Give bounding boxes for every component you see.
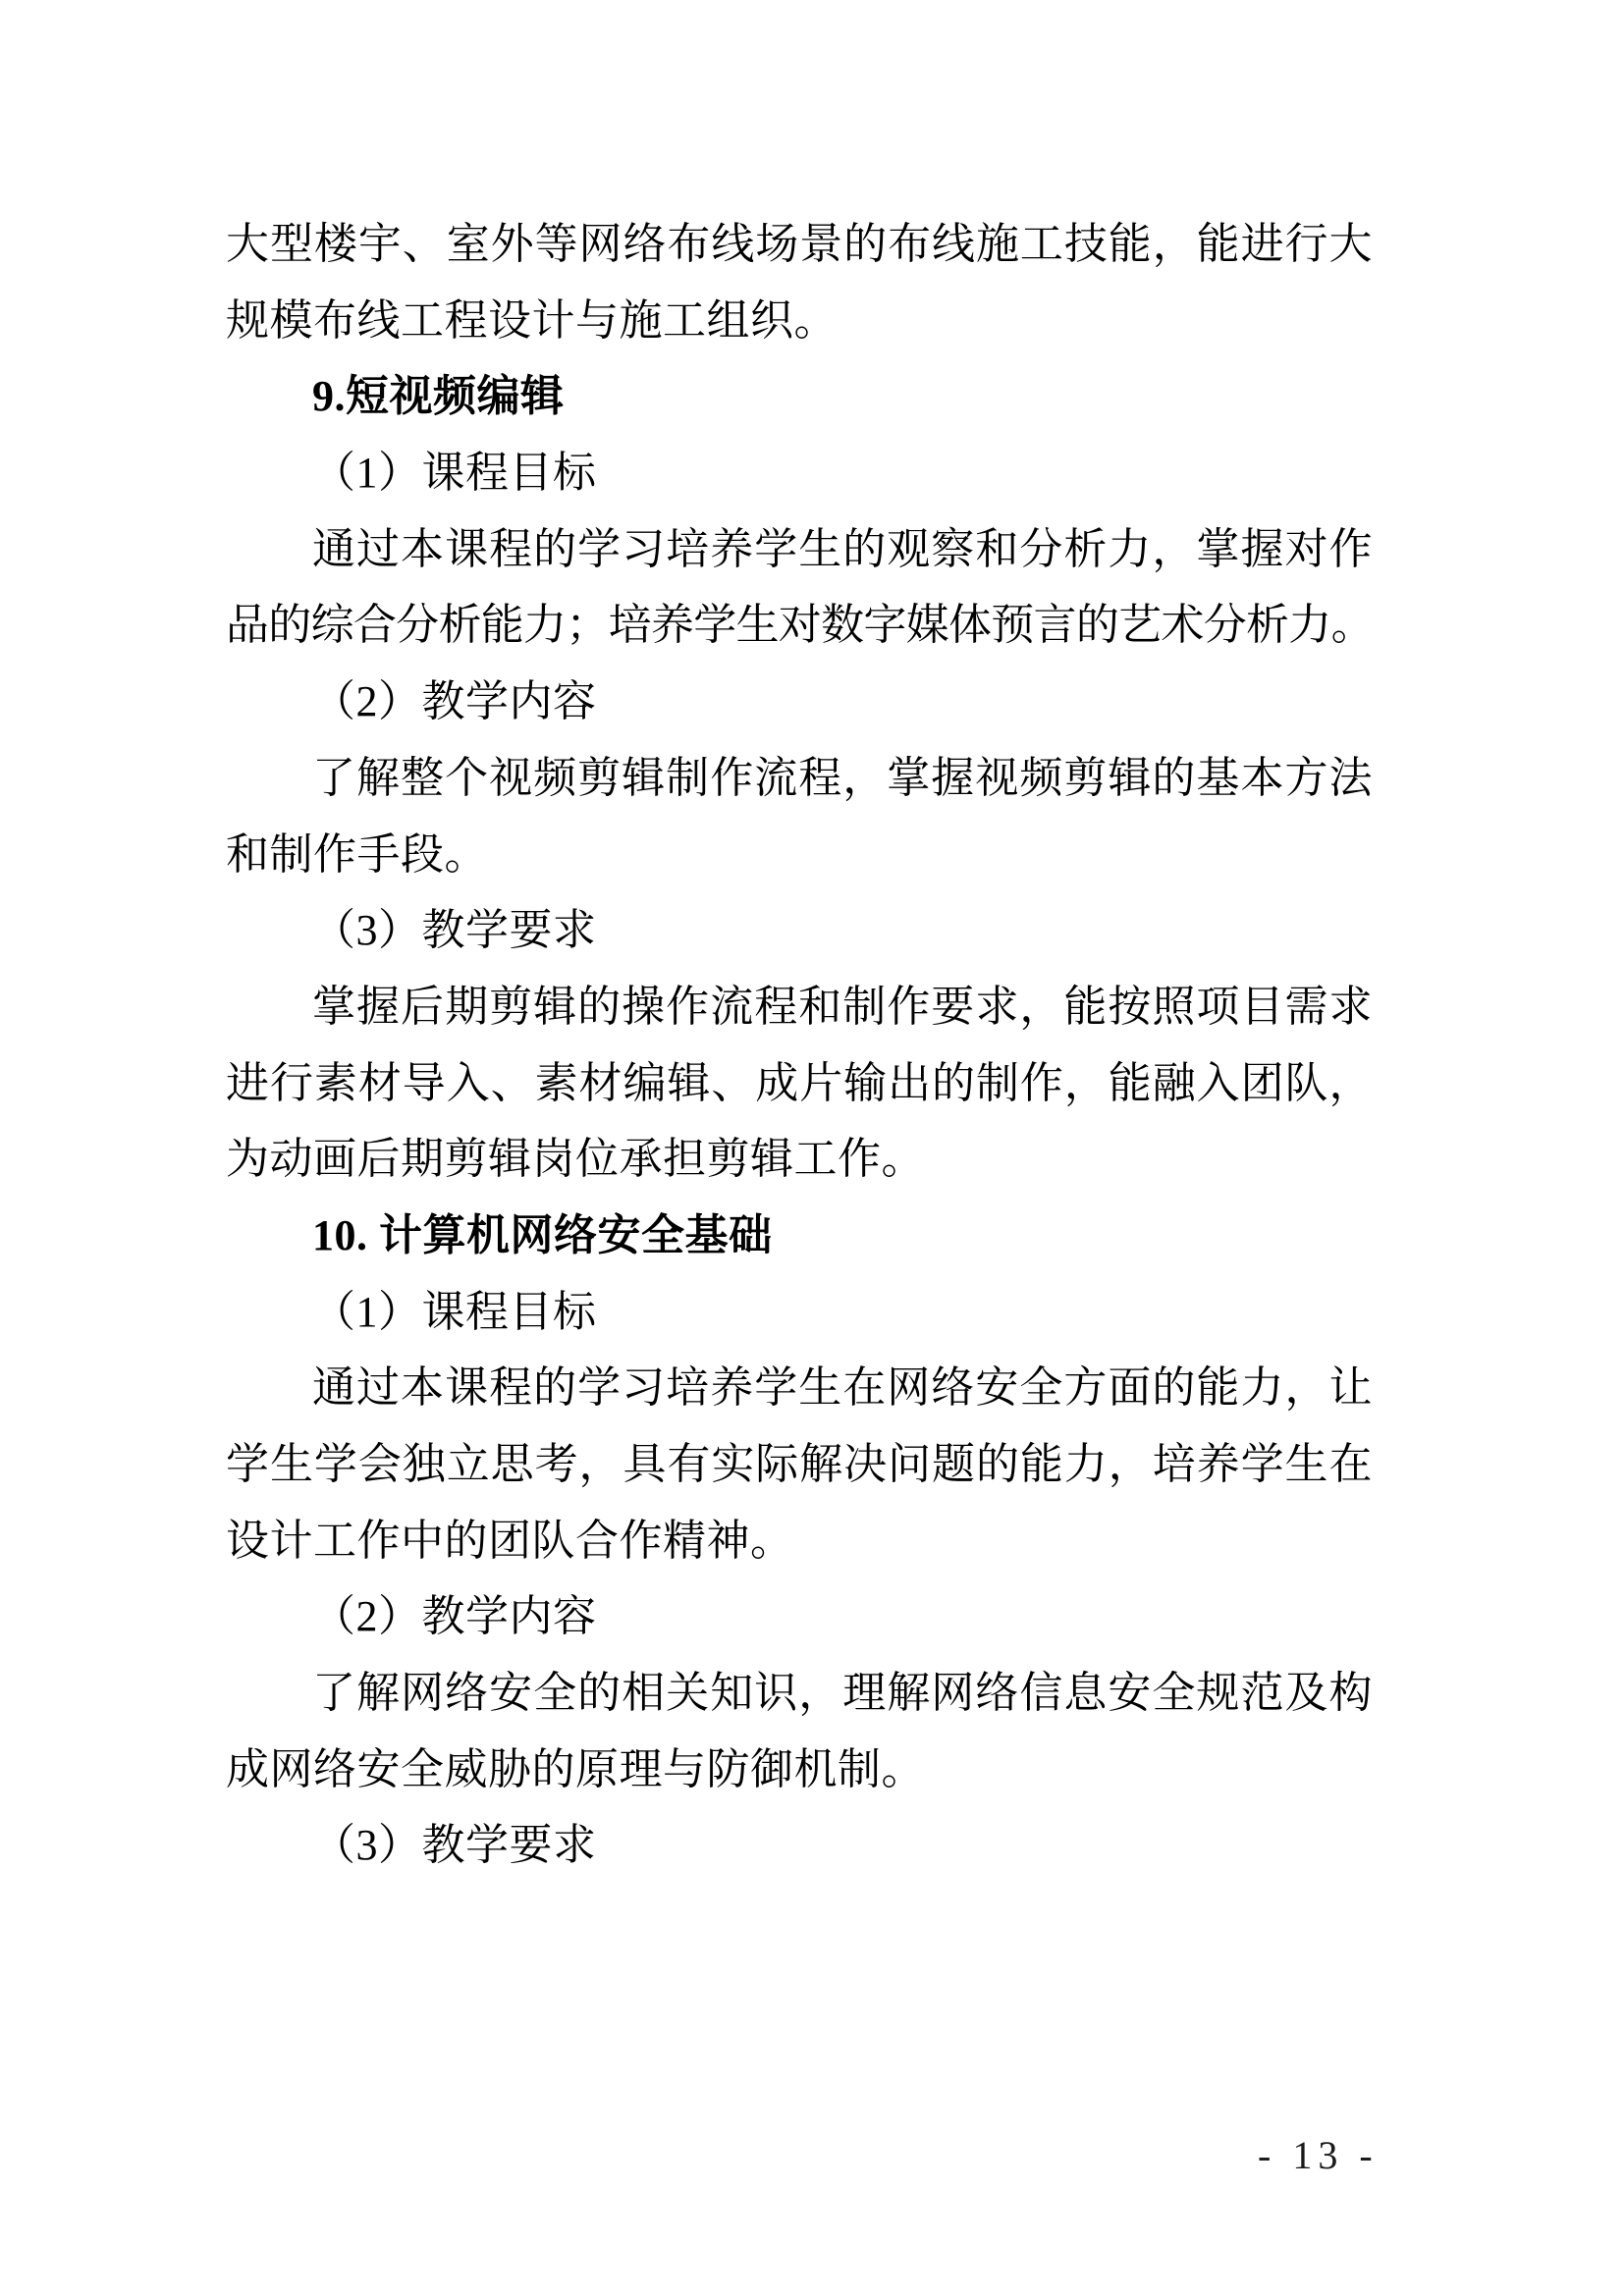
paragraph-line: 学生学会独立思考，具有实际解决问题的能力，培养学生在 — [226, 1440, 1373, 1488]
paragraph-line: 了解网络安全的相关知识，理解网络信息安全规范及构 — [312, 1669, 1373, 1718]
paragraph-line: 为动画后期剪辑岗位承担剪辑工作。 — [226, 1135, 925, 1184]
subsection-heading-teaching-content: （2）教学内容 — [312, 1592, 597, 1641]
paragraph-line: 通过本课程的学习培养学生在网络安全方面的能力，让 — [312, 1363, 1373, 1413]
section-heading-10-network-security: 10. 计算机网络安全基础 — [312, 1210, 773, 1259]
paragraph-line: 通过本课程的学习培养学生的观察和分析力，掌握对作 — [312, 524, 1373, 573]
subsection-heading-course-goal: （1）课程目标 — [312, 449, 597, 498]
paragraph-line: 设计工作中的团队合作精神。 — [226, 1516, 794, 1565]
paragraph-line: 品的综合分析能力；培养学生对数字媒体预言的艺术分析力。 — [226, 601, 1373, 650]
paragraph-line: 进行素材导入、素材编辑、成片输出的制作，能融入团队， — [226, 1058, 1373, 1107]
page-number: - 13 - — [1258, 2133, 1379, 2177]
paragraph-line: 和制作手段。 — [226, 829, 488, 879]
paragraph-line: 了解整个视频剪辑制作流程，掌握视频剪辑的基本方法 — [312, 753, 1373, 802]
subsection-heading-teaching-requirements: （3）教学要求 — [312, 906, 597, 955]
paragraph-line: 规模布线工程设计与施工组织。 — [226, 295, 838, 345]
subsection-heading-teaching-requirements: （3）教学要求 — [312, 1821, 597, 1870]
paragraph-line: 成网络安全威胁的原理与防御机制。 — [226, 1744, 925, 1793]
subsection-heading-course-goal: （1）课程目标 — [312, 1287, 597, 1336]
subsection-heading-teaching-content: （2）教学内容 — [312, 677, 597, 726]
paragraph-line: 掌握后期剪辑的操作流程和制作要求，能按照项目需求 — [312, 982, 1373, 1031]
text-block — [226, 206, 1373, 1884]
paragraph-line: 大型楼宇、室外等网络布线场景的布线施工技能，能进行大 — [226, 220, 1373, 268]
section-heading-9-video-editing: 9.短视频编辑 — [312, 372, 565, 421]
